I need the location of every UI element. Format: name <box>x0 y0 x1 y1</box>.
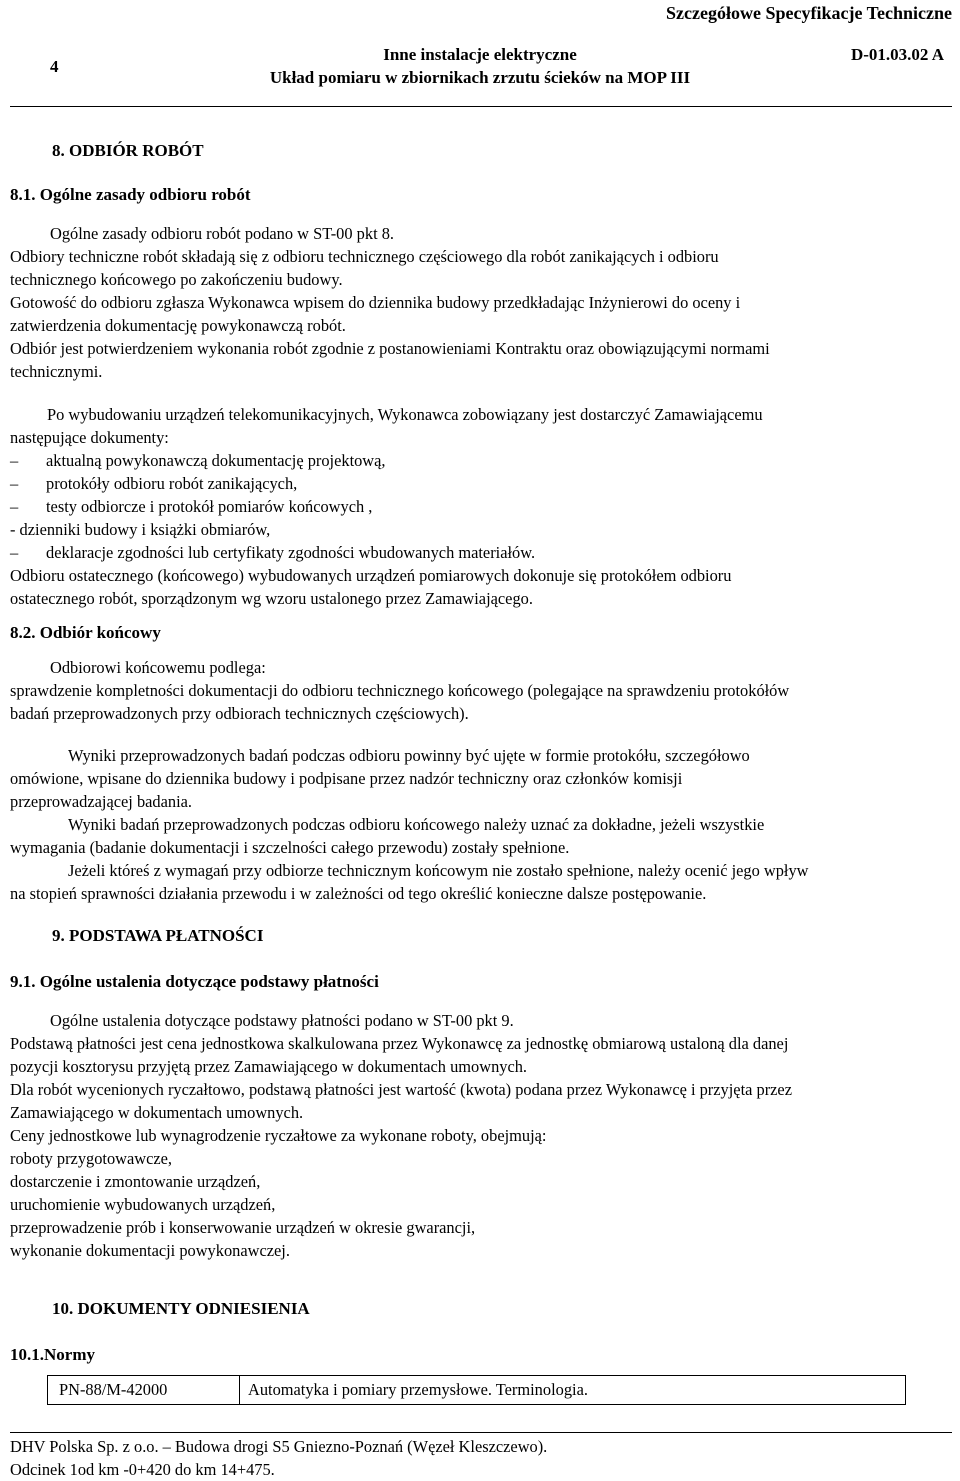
table-cell-norm-code: PN-88/M-42000 <box>48 1376 240 1404</box>
paragraph: Ceny jednostkowe lub wynagrodzenie ryczałtowe za wykonane roboty, obejmują: <box>10 1126 547 1145</box>
paragraph: technicznego końcowego po zakończeniu budowy. <box>10 270 343 289</box>
dash-bullet: – <box>10 497 19 516</box>
paragraph: Wyniki przeprowadzonych badań podczas odbioru powinny być ujęte w formie protokółu, szczegółowo <box>68 746 750 765</box>
list-item: wykonanie dokumentacji powykonawczej. <box>10 1241 290 1260</box>
paragraph: Jeżeli któreś z wymagań przy odbiorze technicznym końcowym nie zostało spełnione, należy ocenić jego wpływ <box>68 861 809 880</box>
paragraph: sprawdzenie kompletności dokumentacji do odbioru technicznego końcowego (polegające na sprawdzeniu protokółów <box>10 681 790 700</box>
page-footer <box>10 1432 952 1481</box>
paragraph: Wyniki badań przeprowadzonych podczas odbioru końcowego należy uznać za dokładne, jeżeli wszystkie <box>68 815 765 834</box>
paragraph: na stopień sprawności działania przewodu i w zależności od tego określić konieczne dalsze postępowanie. <box>10 884 707 903</box>
document-code: D-01.03.02 A <box>850 45 944 64</box>
list-item: przeprowadzenie prób i konserwowanie urządzeń w okresie gwarancji, <box>10 1218 476 1237</box>
footer-line: Odcinek 1od km -0+420 do km 14+475. <box>10 1460 275 1479</box>
paragraph: przeprowadzającej badania. <box>10 792 193 811</box>
list-item: – testy odbiorcze i protokół pomiarów końcowych , <box>10 497 373 516</box>
paragraph: pozycji kosztorysu przyjętą przez Zamawiającego w dokumentach umownych. <box>10 1057 528 1076</box>
list-item: - dzienniki budowy i książki obmiarów, <box>10 520 271 539</box>
paragraph: Ogólne ustalenia dotyczące podstawy płatności podano w ST-00 pkt 9. <box>50 1011 514 1030</box>
paragraph: Po wybudowaniu urządzeń telekomunikacyjnych, Wykonawca zobowiązany jest dostarczyć Zamawiającemu <box>47 405 763 424</box>
paragraph: badań przeprowadzonych przy odbiorach technicznych częściowych). <box>10 704 469 723</box>
list-item: – protokóły odbioru robót zanikających, <box>10 474 298 493</box>
header-subtitle: Układ pomiaru w zbiornikach zrzutu ścieków na MOP III <box>269 68 691 87</box>
dash-bullet: – <box>10 451 19 470</box>
paragraph: omówione, wpisane do dziennika budowy i podpisane przez nadzór techniczny oraz członków komisji <box>10 769 683 788</box>
dash-bullet: – <box>10 474 19 493</box>
list-item: roboty przygotowawcze, <box>10 1149 173 1168</box>
list-item: dostarczenie i zmontowanie urządzeń, <box>10 1172 261 1191</box>
paragraph: technicznymi. <box>10 362 103 381</box>
section-8-1-heading: 8.1. Ogólne zasady odbioru robót <box>10 185 251 204</box>
section-8-2-heading: 8.2. Odbiór końcowy <box>10 623 161 642</box>
paragraph: następujące dokumenty: <box>10 428 169 447</box>
dash-bullet: – <box>10 543 19 562</box>
paragraph: ostatecznego robót, sporządzonym wg wzoru ustalonego przez Zamawiającego. <box>10 589 533 608</box>
list-item: uruchomienie wybudowanych urządzeń, <box>10 1195 276 1214</box>
list-item: – aktualną powykonawczą dokumentację projektową, <box>10 451 386 470</box>
list-item: – deklaracje zgodności lub certyfikaty zgodności wbudowanych materiałów. <box>10 543 536 562</box>
header-divider <box>10 106 952 107</box>
paragraph: Zamawiającego w dokumentach umownych. <box>10 1103 304 1122</box>
paragraph: zatwierdzenia dokumentację powykonawczą robót. <box>10 316 346 335</box>
paragraph: Odbiorowi końcowemu podlega: <box>50 658 266 677</box>
paragraph: Odbiory techniczne robót składają się z odbioru technicznego częściowego dla robót zanikających i odbioru <box>10 247 719 266</box>
header-subject: Inne instalacje elektryczne <box>383 45 577 64</box>
paragraph: Gotowość do odbioru zgłasza Wykonawca wpisem do dziennika budowy przedkładając Inżynierowi do oceny i <box>10 293 741 312</box>
section-10-heading: 10. DOKUMENTY ODNIESIENIA <box>52 1299 310 1318</box>
paragraph: Dla robót wycenionych ryczałtowo, podstawą płatności jest wartość (kwota) podana przez Wykonawcę i przyjęta przez <box>10 1080 792 1099</box>
paragraph: Podstawą płatności jest cena jednostkowa skalkulowana przez Wykonawcę za jednostkę obmiarową ustaloną dla danej <box>10 1034 789 1053</box>
page-number: 4 <box>50 57 59 76</box>
paragraph: Odbiór jest potwierdzeniem wykonania robót zgodnie z postanowieniami Kontraktu oraz obowiązującymi normami <box>10 339 770 358</box>
section-9-1-heading: 9.1. Ogólne ustalenia dotyczące podstawy płatności <box>10 972 379 991</box>
paragraph: Odbioru ostatecznego (końcowego) wybudowanych urządzeń pomiarowych dokonuje się protokółem odbioru <box>10 566 732 585</box>
footer-line: DHV Polska Sp. z o.o. – Budowa drogi S5 Gniezno-Poznań (Węzeł Kleszczewo). <box>10 1437 548 1456</box>
table-cell-norm-title: Automatyka i pomiary przemysłowe. Terminologia. <box>248 1380 588 1399</box>
norms-table <box>47 1375 906 1405</box>
section-8-heading: 8. ODBIÓR ROBÓT <box>52 141 204 160</box>
section-9-heading: 9. PODSTAWA PŁATNOŚCI <box>52 926 264 945</box>
section-10-1-heading: 10.1.Normy <box>10 1345 95 1364</box>
document-title: Szczegółowe Specyfikacje Techniczne <box>666 3 952 23</box>
paragraph: wymagania (badanie dokumentacji i szczelności całego przewodu) zostały spełnione. <box>10 838 570 857</box>
paragraph: Ogólne zasady odbioru robót podano w ST-00 pkt 8. <box>50 224 395 243</box>
